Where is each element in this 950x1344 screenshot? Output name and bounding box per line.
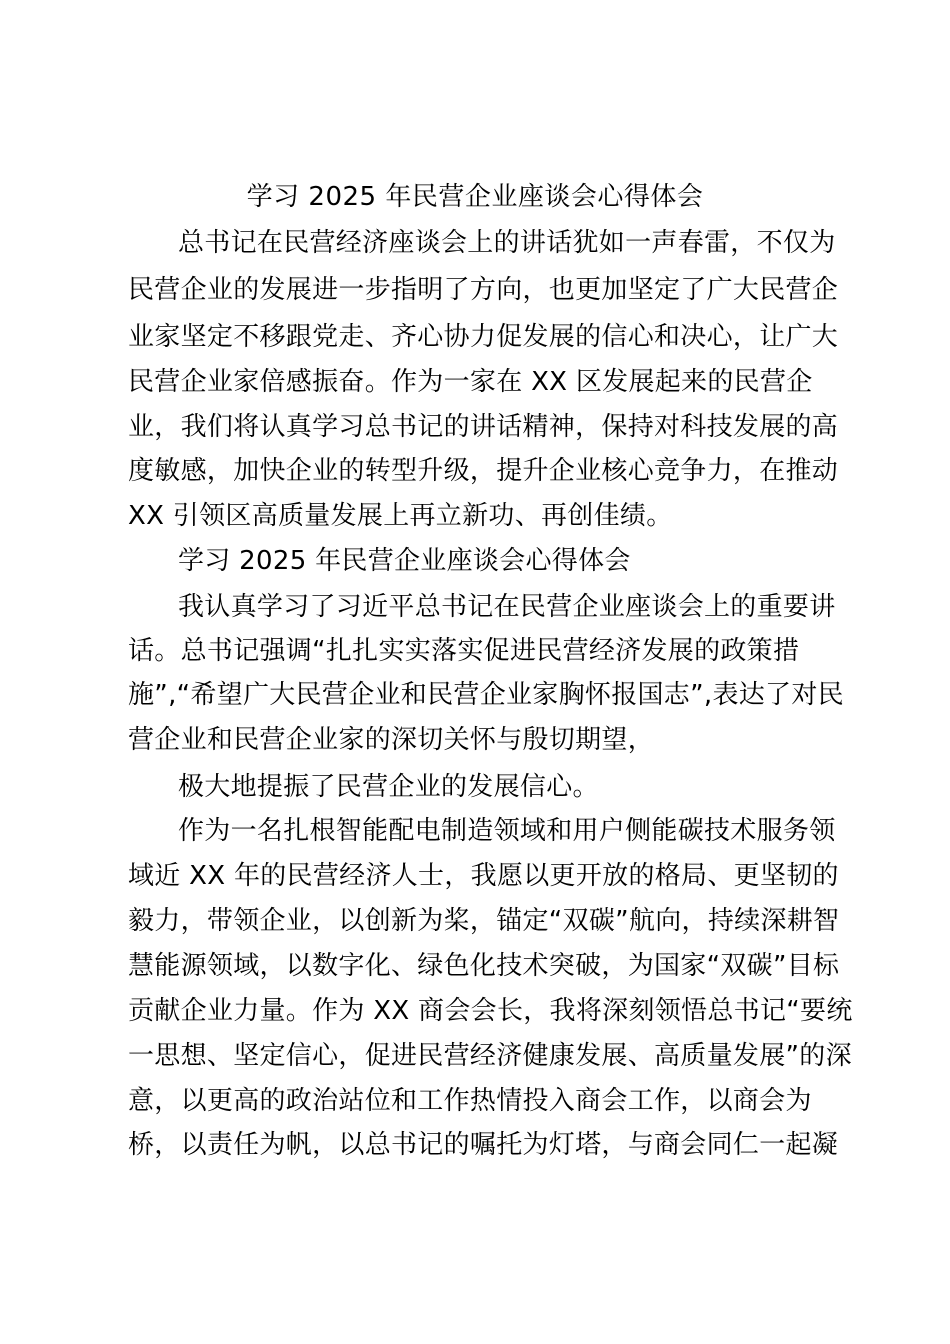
paragraph-line: 民营企业的发展进一步指明了方向，也更加坚定了广大民营企 xyxy=(128,275,839,305)
paragraph-line: 话。总书记强调“扎扎实实落实促进民营经济发展的政策措 xyxy=(128,636,800,666)
paragraph-line: XX 引领区高质量发展上再立新功、再创佳绩。 xyxy=(128,501,673,531)
paragraph-line: 一思想、坚定信心，促进民营经济健康发展、高质量发展”的深 xyxy=(128,1041,852,1071)
paragraph-line: 作为一名扎根智能配电制造领域和用户侧能碳技术服务领 xyxy=(178,816,836,846)
paragraph-line: 桥，以责任为帆，以总书记的嘱托为灯塔，与商会同仁一起凝 xyxy=(128,1130,839,1160)
section-heading: 学习 2025 年民营企业座谈会心得体会 xyxy=(178,546,631,576)
paragraph-line: 业家坚定不移跟党走、齐心协力促发展的信心和决心，让广大 xyxy=(128,322,839,352)
paragraph-line: 意，以更高的政治站位和工作热情投入商会工作，以商会为 xyxy=(128,1086,812,1116)
paragraph-line: 营企业和民营企业家的深切关怀与殷切期望， xyxy=(128,725,655,755)
paragraph-line: 施”,“希望广大民营企业和民营企业家胸怀报国志”,表达了对民 xyxy=(128,680,844,710)
paragraph-line: 总书记在民营经济座谈会上的讲话犹如一声春雷，不仅为 xyxy=(178,228,836,258)
paragraph-line: 毅力，带领企业，以创新为桨，锚定“双碳”航向，持续深耕智 xyxy=(128,906,840,936)
paragraph-line: 民营企业家倍感振奋。作为一家在 XX 区发展起来的民营企 xyxy=(128,367,813,397)
paragraph-line: 极大地提振了民营企业的发展信心。 xyxy=(178,772,599,802)
paragraph-line: 域近 XX 年的民营经济人士，我愿以更开放的格局、更坚韧的 xyxy=(128,861,839,891)
paragraph-line: 慧能源领域，以数字化、绿色化技术突破，为国家“双碳”目标 xyxy=(128,951,840,981)
paragraph-line: 贡献企业力量。作为 XX 商会会长，我将深刻领悟总书记“要统 xyxy=(128,996,853,1026)
document-title: 学习 2025 年民营企业座谈会心得体会 xyxy=(246,182,704,212)
paragraph-line: 我认真学习了习近平总书记在民营企业座谈会上的重要讲 xyxy=(178,592,836,622)
paragraph-line: 业，我们将认真学习总书记的讲话精神，保持对科技发展的高 xyxy=(128,412,839,442)
paragraph-line: 度敏感，加快企业的转型升级，提升企业核心竞争力，在推动 xyxy=(128,456,839,486)
